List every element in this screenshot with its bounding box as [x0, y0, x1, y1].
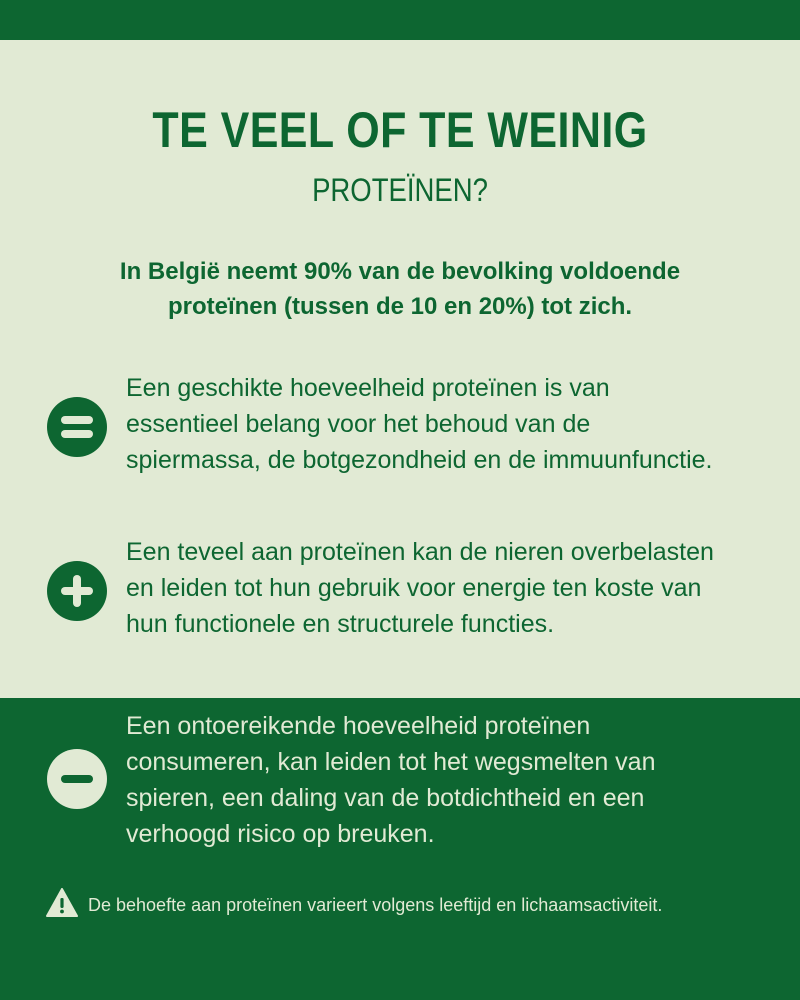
intro-line: proteïnen (tussen de 10 en 20%) tot zich. [167, 293, 633, 320]
point-line: Een ontoereikende hoeveelheid proteïnen [126, 712, 591, 740]
plus-icon [47, 561, 107, 621]
minus-icon [47, 749, 107, 809]
point-line: Een geschikte hoeveelheid proteïnen is van [126, 374, 610, 402]
point-excess [126, 534, 776, 642]
point-insufficient [126, 708, 776, 852]
point-line: spieren, een daling van de botdichtheid en een [126, 784, 645, 812]
top-bar [0, 0, 800, 40]
point-adequate [126, 370, 776, 478]
page-title: TE VEEL OF TE WEINIG [152, 102, 648, 158]
point-line: hun functionele en structurele functies. [126, 610, 555, 638]
warning-icon [46, 888, 78, 918]
point-line: spiermassa, de botgezondheid en de immuunfunctie. [126, 446, 713, 474]
equals-icon [47, 397, 107, 457]
point-line: consumeren, kan leiden tot het wegsmelten van [126, 748, 656, 776]
point-line: Een teveel aan proteïnen kan de nieren overbelasten [126, 538, 714, 566]
point-line: en leiden tot hun gebruik voor energie ten koste van [126, 574, 702, 602]
note-text: De behoefte aan proteïnen varieert volgens leeftijd en lichaamsactiviteit. [88, 895, 663, 915]
intro-line: In België neemt 90% van de bevolking voldoende [119, 258, 681, 285]
point-line: verhoogd risico op breuken. [126, 820, 435, 848]
intro-text [40, 254, 760, 324]
point-line: essentieel belang voor het behoud van de [126, 410, 591, 438]
page-subtitle: PROTEÏNEN? [312, 172, 488, 208]
